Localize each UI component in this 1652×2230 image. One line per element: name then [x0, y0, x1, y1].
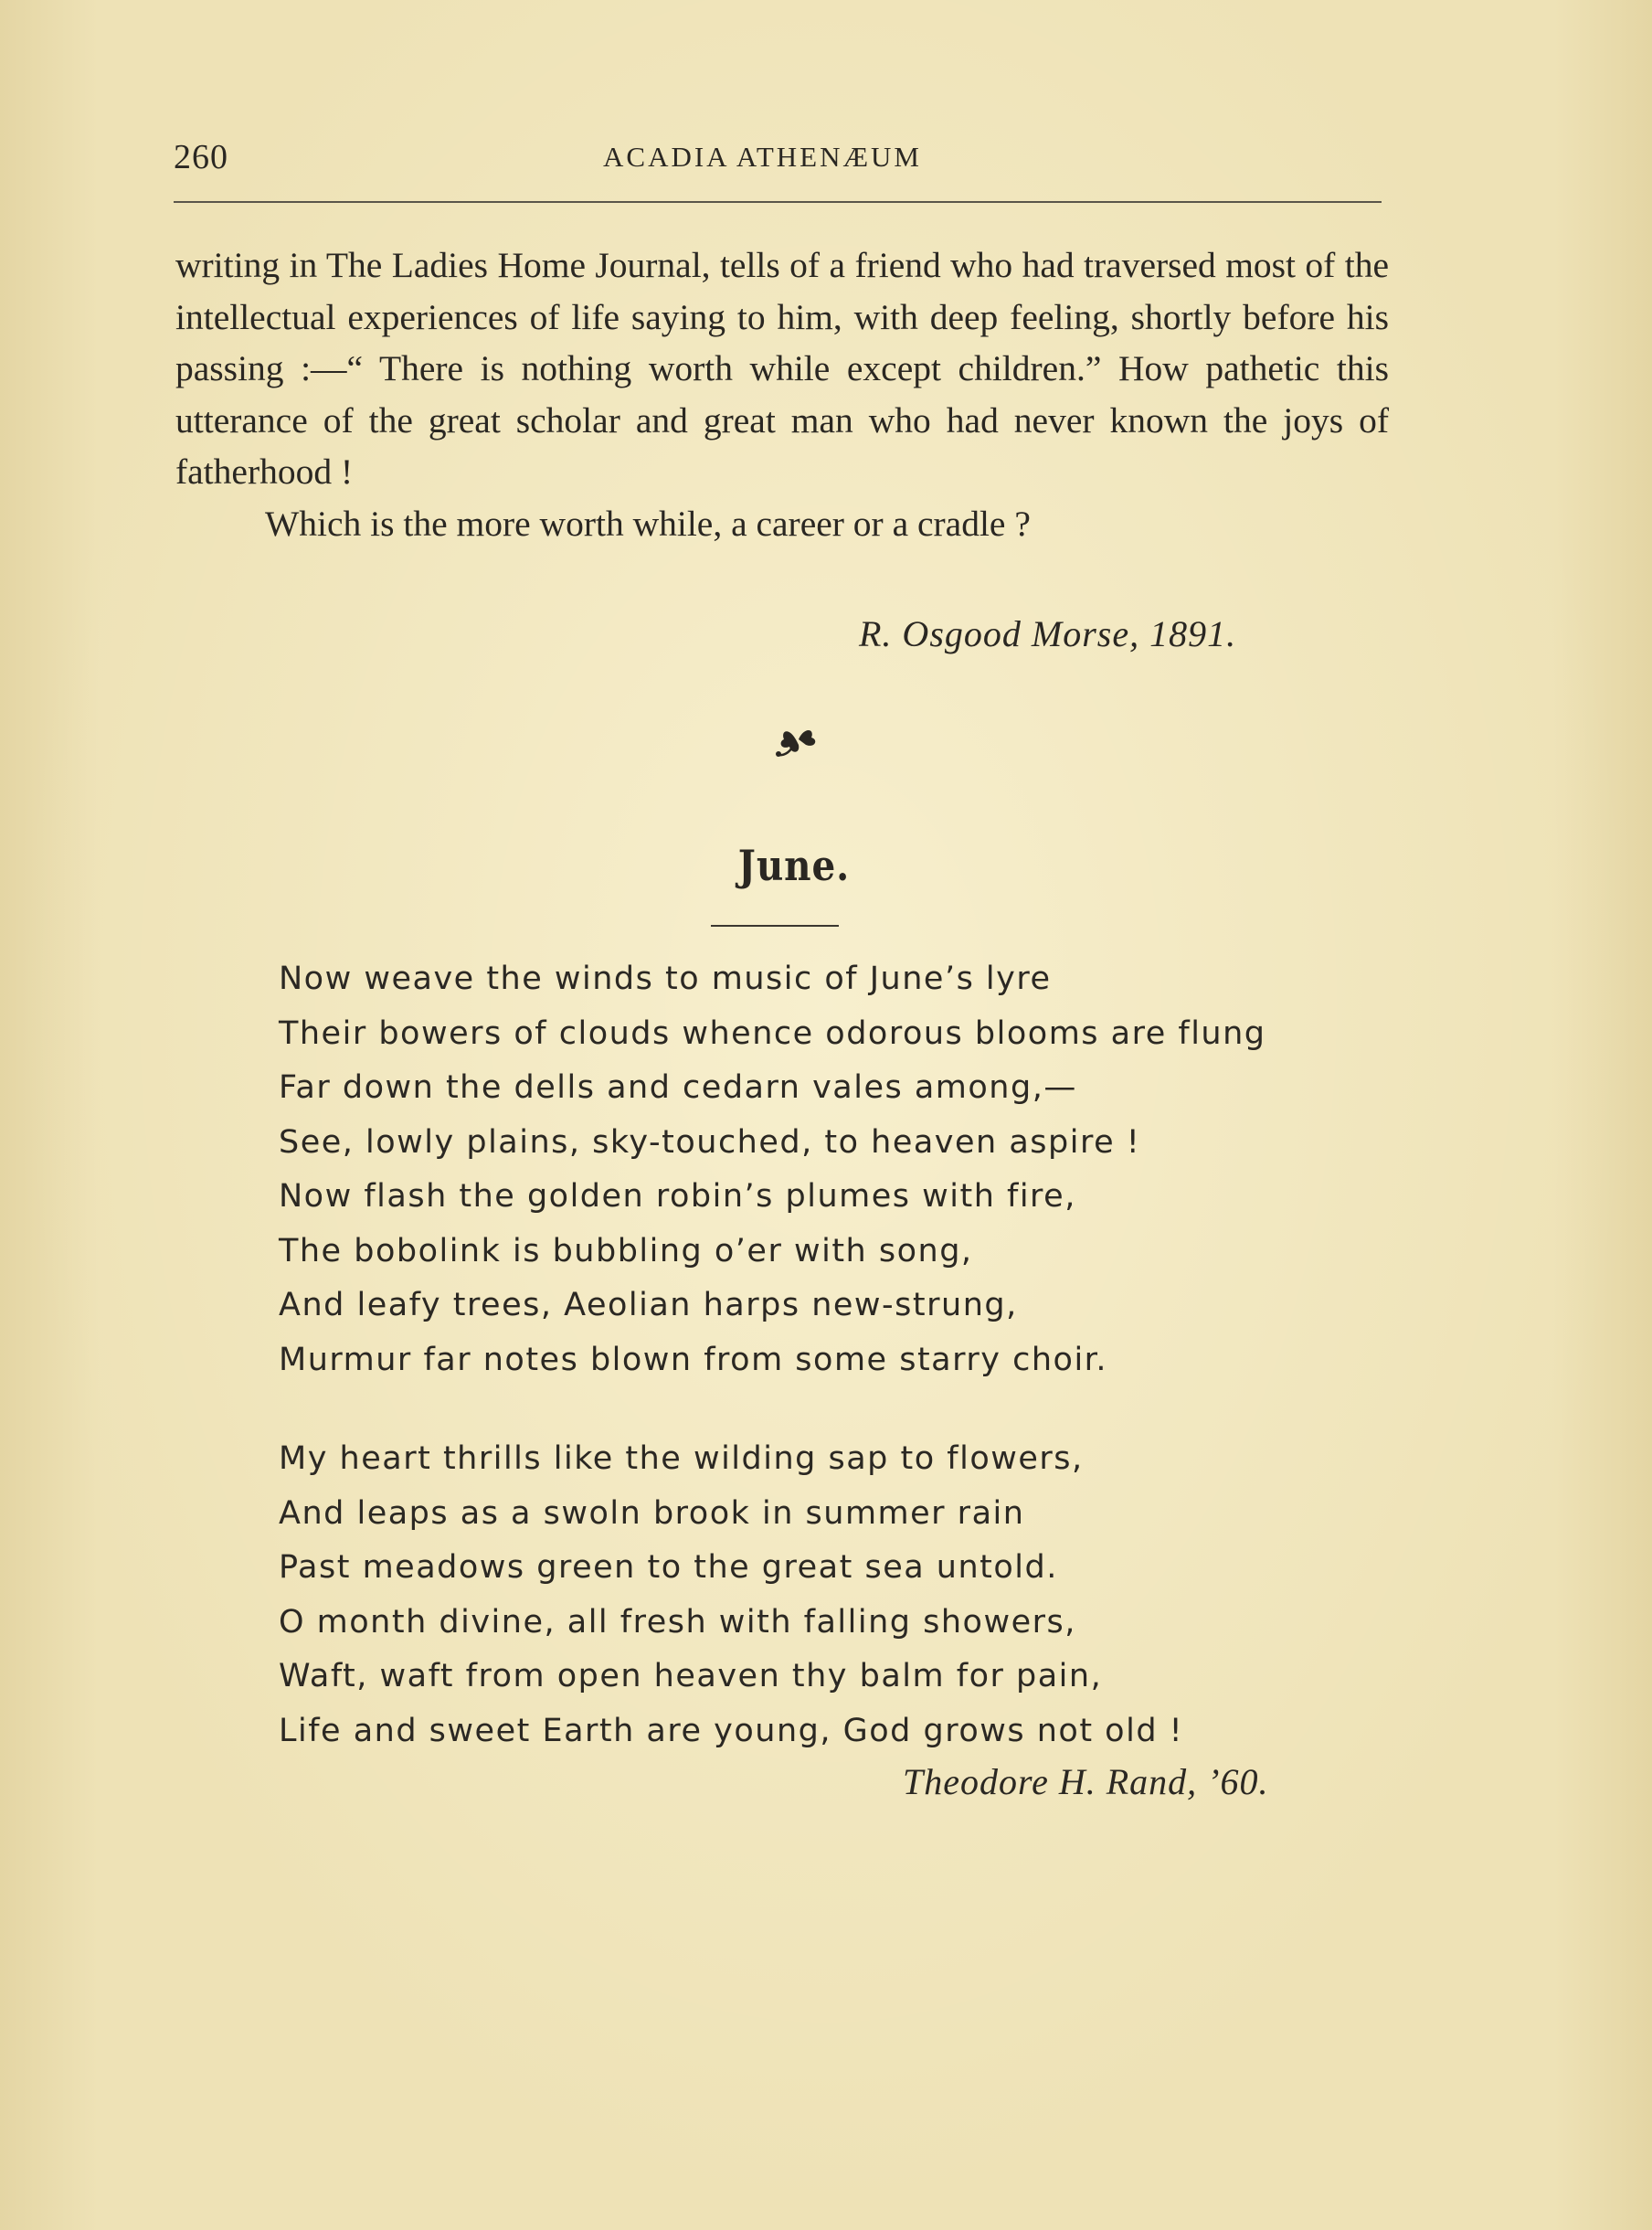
- poem-line: Murmur far notes blown from some starry choir.: [279, 1341, 1107, 1378]
- poem-line: Their bowers of clouds whence odorous blooms are flung: [279, 1014, 1266, 1052]
- page-number: 260: [174, 138, 228, 176]
- poem-line: O month divine, all fresh with falling showers,: [279, 1603, 1076, 1641]
- poem-signature: Theodore H. Rand, ’60.: [903, 1761, 1269, 1802]
- poem-stanza-1: [279, 952, 1266, 1387]
- poem-line: Waft, waft from open heaven thy balm for pain,: [279, 1658, 1103, 1694]
- page-header: [174, 137, 1382, 183]
- poem-line: Now flash the golden robin’s plumes with fire,: [279, 1178, 1076, 1215]
- poem-line: Now weave the winds to music of June’s lyre: [279, 961, 1052, 997]
- poem-title: June.: [737, 841, 851, 890]
- poem-line: My heart thrills like the wilding sap to flowers,: [279, 1440, 1084, 1477]
- prose-paragraph: writing in The Ladies Home Journal, tells of a friend who had traversed most of the intellectual experiences of life saying to him, with deep feeling, shortly before his passing :—“ There is nothing worth while except children.” How pathetic this utterance of the great scholar and great man who had never known the joys of fatherhood !: [175, 245, 1389, 492]
- poem-line: And leaps as a swoln brook in summer rain: [279, 1494, 1025, 1532]
- title-rule: [711, 925, 839, 927]
- prose-section: [175, 239, 1389, 549]
- prose-paragraph: Which is the more worth while, a career or a cradle ?: [265, 503, 1031, 544]
- prose-signature: R. Osgood Morse, 1891.: [859, 613, 1237, 654]
- poem-line: The bobolink is bubbling o’er with song,: [279, 1232, 973, 1269]
- poem-line: Past meadows green to the great sea untold.: [279, 1549, 1058, 1586]
- running-title: ACADIA ATHENÆUM: [603, 141, 922, 173]
- poem-line: Far down the dells and cedarn vales among,—: [279, 1069, 1077, 1106]
- fleuron-leaf-icon: [769, 717, 824, 763]
- poem-stanza-2: [279, 1432, 1183, 1758]
- poem-line: See, lowly plains, sky-touched, to heaven aspire !: [279, 1123, 1141, 1161]
- poem-line: And leafy trees, Aeolian harps new-strung,: [279, 1287, 1018, 1323]
- header-rule: [174, 201, 1382, 203]
- poem-line: Life and sweet Earth are young, God grows not old !: [279, 1712, 1184, 1749]
